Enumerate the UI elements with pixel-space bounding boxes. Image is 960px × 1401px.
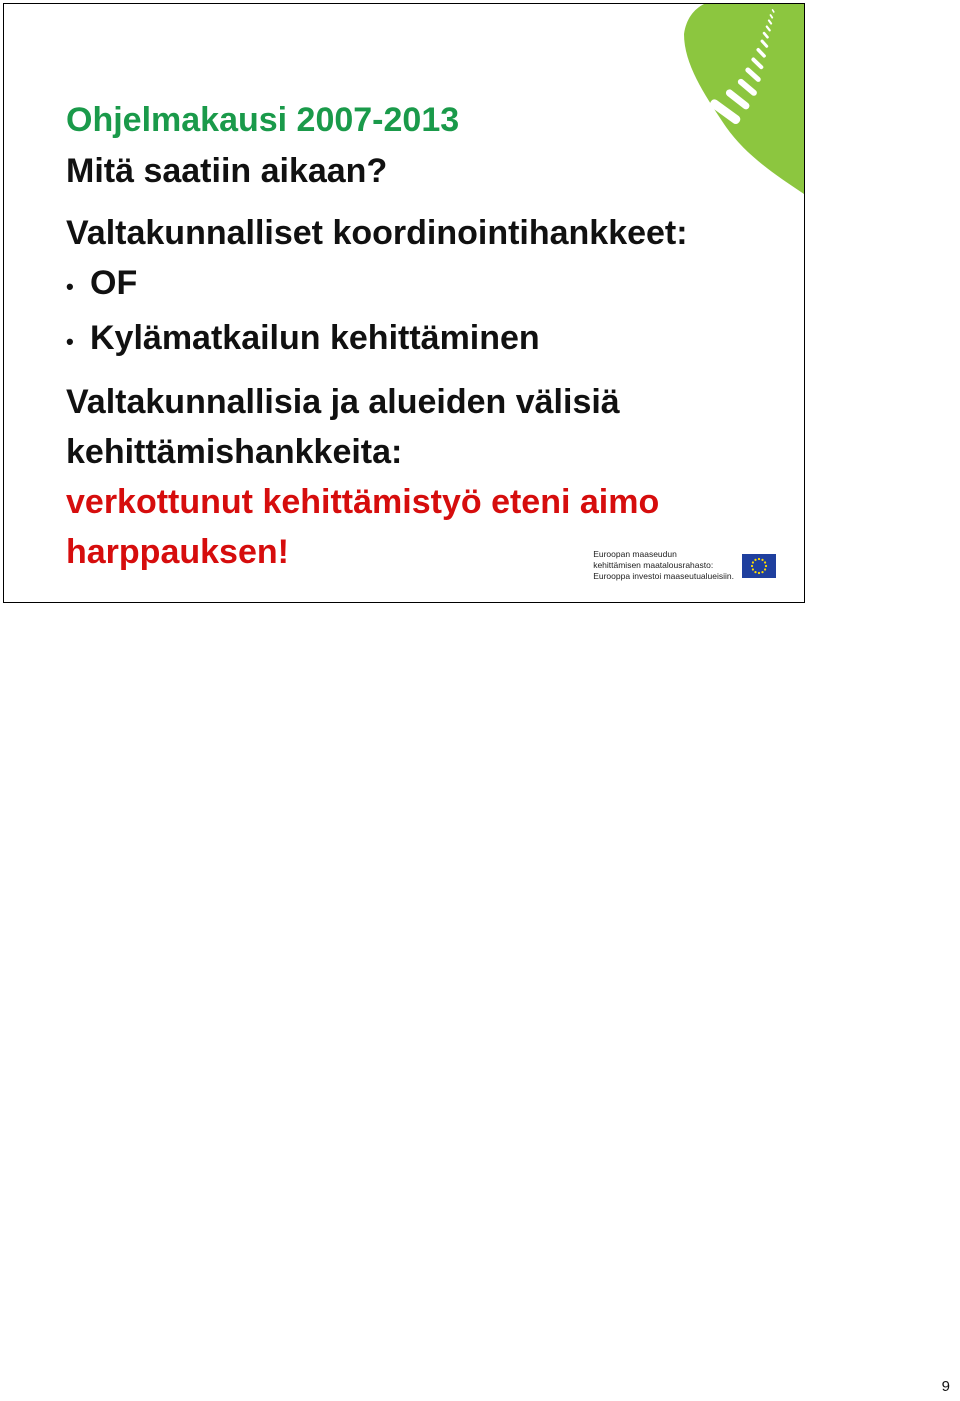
section-heading-regional: Valtakunnallisia ja alueiden välisiä [66,383,620,421]
bullet-text: Kylämatkailun kehittäminen [90,319,540,357]
eu-funding-logo [593,549,776,582]
eu-flag-icon [742,554,776,578]
slide-title: Ohjelmakausi 2007-2013 [66,101,460,139]
highlight-text-line1: verkottunut kehittämistyö eteni aimo [66,483,660,521]
logo-line: Euroopan maaseudun [593,549,677,559]
bullet-dot-icon: • [66,274,74,299]
section-heading-coordination: Valtakunnalliset koordinointihankkeet: [66,214,688,252]
page-number: 9 [941,1378,950,1395]
slide [3,3,805,603]
slide-subtitle: Mitä saatiin aikaan? [66,152,388,190]
logo-line: kehittämisen maatalousrahasto: [593,560,714,570]
eu-funding-text [593,549,734,582]
highlight-text-line2: harppauksen! [66,533,289,571]
bullet-dot-icon: • [66,329,74,354]
bullet-text: OF [90,264,138,302]
section-heading-regional-cont: kehittämishankkeita: [66,433,403,471]
bullet-item [66,258,786,312]
bullet-item [66,313,786,367]
slide-content [66,96,786,577]
logo-line: Eurooppa investoi maaseutualueisiin. [593,571,734,581]
